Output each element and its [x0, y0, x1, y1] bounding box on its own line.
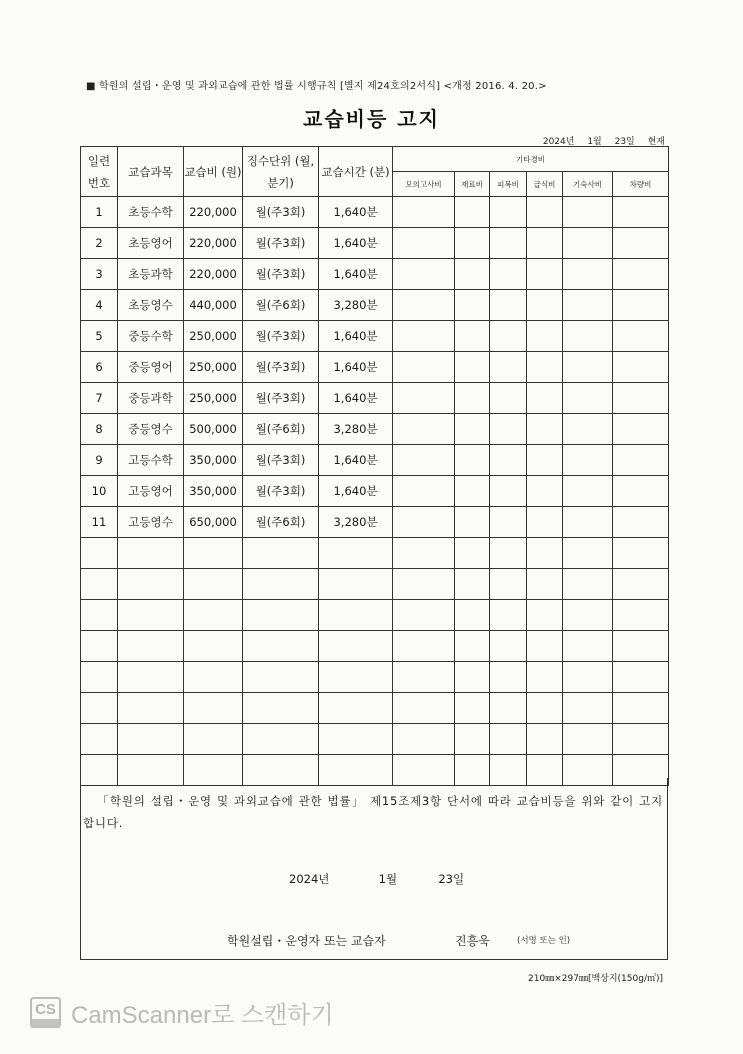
cell-clothing-fee: [490, 631, 527, 662]
cell-material-fee: [455, 197, 490, 228]
cell-tuition: [184, 693, 243, 724]
camscanner-watermark: [30, 995, 334, 1030]
cell-meal-fee: [527, 228, 563, 259]
header-lesson-time: 교습시간 (분): [319, 147, 393, 197]
header-billing-unit: 징수단위 (월, 분기): [243, 147, 319, 197]
signature-note: (서명 또는 인): [517, 936, 571, 946]
cell-subject: 초등과학: [118, 259, 184, 290]
cell-mock-exam-fee: [393, 445, 455, 476]
cell-subject: 초등영수: [118, 290, 184, 321]
cell-subject: 초등수학: [118, 197, 184, 228]
cell-dormitory-fee: [563, 352, 613, 383]
cell-vehicle-fee: [613, 724, 669, 755]
cell-clothing-fee: [490, 197, 527, 228]
header-vehicle-fee: 차량비: [613, 172, 669, 197]
notice-month: 1월: [378, 872, 398, 886]
cell-billing-unit: 월(주3회): [243, 476, 319, 507]
cell-mock-exam-fee: [393, 259, 455, 290]
cell-meal-fee: [527, 290, 563, 321]
cell-tuition: 350,000: [184, 476, 243, 507]
header-clothing-fee: 피복비: [490, 172, 527, 197]
cell-tuition: [184, 538, 243, 569]
cell-mock-exam-fee: [393, 569, 455, 600]
cell-mock-exam-fee: [393, 352, 455, 383]
cell-serial-no: [81, 631, 118, 662]
cell-material-fee: [455, 445, 490, 476]
header-material-fee: 재료비: [455, 172, 490, 197]
table-row: [81, 631, 669, 662]
cell-serial-no: 9: [81, 445, 118, 476]
cell-lesson-time: [319, 569, 393, 600]
cell-vehicle-fee: [613, 383, 669, 414]
cell-meal-fee: [527, 383, 563, 414]
cell-billing-unit: 월(주3회): [243, 228, 319, 259]
table-row: [81, 662, 669, 693]
cell-clothing-fee: [490, 414, 527, 445]
cell-tuition: [184, 662, 243, 693]
cell-vehicle-fee: [613, 290, 669, 321]
cell-tuition: 650,000: [184, 507, 243, 538]
cell-subject: [118, 600, 184, 631]
cell-clothing-fee: [490, 662, 527, 693]
cell-clothing-fee: [490, 724, 527, 755]
watermark-text: CamScanner로 스캔하기: [71, 1002, 334, 1029]
cell-mock-exam-fee: [393, 600, 455, 631]
signer-name: 진흥욱: [455, 934, 490, 948]
cell-clothing-fee: [490, 352, 527, 383]
cell-billing-unit: 월(주3회): [243, 197, 319, 228]
cell-mock-exam-fee: [393, 321, 455, 352]
cell-billing-unit: 월(주3회): [243, 352, 319, 383]
cell-meal-fee: [527, 352, 563, 383]
cell-serial-no: [81, 569, 118, 600]
cell-billing-unit: [243, 538, 319, 569]
cell-billing-unit: [243, 600, 319, 631]
cell-meal-fee: [527, 259, 563, 290]
cell-material-fee: [455, 414, 490, 445]
cell-material-fee: [455, 631, 490, 662]
cell-subject: 중등수학: [118, 321, 184, 352]
cell-material-fee: [455, 724, 490, 755]
cell-material-fee: [455, 383, 490, 414]
camscanner-logo-icon: [30, 997, 61, 1028]
notice-day: 23일: [438, 872, 465, 886]
cell-vehicle-fee: [613, 321, 669, 352]
cell-serial-no: 6: [81, 352, 118, 383]
cell-lesson-time: 1,640분: [319, 383, 393, 414]
cell-meal-fee: [527, 662, 563, 693]
table-row: [81, 507, 669, 538]
cell-material-fee: [455, 693, 490, 724]
cell-subject: 고등영어: [118, 476, 184, 507]
cell-lesson-time: 1,640분: [319, 259, 393, 290]
cell-meal-fee: [527, 600, 563, 631]
cell-lesson-time: [319, 724, 393, 755]
cell-billing-unit: 월(주3회): [243, 321, 319, 352]
cell-serial-no: 2: [81, 228, 118, 259]
cell-dormitory-fee: [563, 383, 613, 414]
cell-subject: [118, 693, 184, 724]
cell-mock-exam-fee: [393, 538, 455, 569]
cell-vehicle-fee: [613, 445, 669, 476]
cell-vehicle-fee: [613, 631, 669, 662]
cell-dormitory-fee: [563, 693, 613, 724]
cell-clothing-fee: [490, 445, 527, 476]
cell-billing-unit: [243, 693, 319, 724]
table-row: [81, 290, 669, 321]
cell-clothing-fee: [490, 383, 527, 414]
cell-mock-exam-fee: [393, 476, 455, 507]
cell-mock-exam-fee: [393, 693, 455, 724]
cell-meal-fee: [527, 507, 563, 538]
cell-serial-no: [81, 724, 118, 755]
cell-dormitory-fee: [563, 259, 613, 290]
cell-dormitory-fee: [563, 600, 613, 631]
cell-lesson-time: 1,640분: [319, 352, 393, 383]
cell-tuition: 250,000: [184, 383, 243, 414]
cell-dormitory-fee: [563, 414, 613, 445]
cell-mock-exam-fee: [393, 662, 455, 693]
cell-subject: 고등영수: [118, 507, 184, 538]
cell-clothing-fee: [490, 228, 527, 259]
table-row: [81, 476, 669, 507]
cell-clothing-fee: [490, 538, 527, 569]
cell-mock-exam-fee: [393, 507, 455, 538]
cell-material-fee: [455, 538, 490, 569]
cell-material-fee: [455, 600, 490, 631]
cell-serial-no: 5: [81, 321, 118, 352]
cell-lesson-time: [319, 662, 393, 693]
cell-billing-unit: [243, 662, 319, 693]
cell-serial-no: 4: [81, 290, 118, 321]
cell-vehicle-fee: [613, 569, 669, 600]
cell-tuition: 220,000: [184, 228, 243, 259]
cell-clothing-fee: [490, 507, 527, 538]
cell-mock-exam-fee: [393, 631, 455, 662]
cell-mock-exam-fee: [393, 228, 455, 259]
cell-subject: [118, 538, 184, 569]
cell-dormitory-fee: [563, 445, 613, 476]
cell-clothing-fee: [490, 600, 527, 631]
cell-lesson-time: 3,280분: [319, 414, 393, 445]
cell-clothing-fee: [490, 569, 527, 600]
header-other-expenses: 기타경비: [393, 147, 669, 172]
cell-vehicle-fee: [613, 228, 669, 259]
cell-dormitory-fee: [563, 631, 613, 662]
cell-billing-unit: 월(주6회): [243, 507, 319, 538]
cell-billing-unit: 월(주3회): [243, 259, 319, 290]
cell-material-fee: [455, 476, 490, 507]
cell-serial-no: 3: [81, 259, 118, 290]
cell-meal-fee: [527, 414, 563, 445]
cell-material-fee: [455, 507, 490, 538]
cell-meal-fee: [527, 197, 563, 228]
cell-dormitory-fee: [563, 569, 613, 600]
cell-vehicle-fee: [613, 352, 669, 383]
cell-billing-unit: 월(주3회): [243, 383, 319, 414]
cell-tuition: 350,000: [184, 445, 243, 476]
cell-lesson-time: [319, 631, 393, 662]
logo-text: CS: [35, 1001, 56, 1018]
cell-material-fee: [455, 662, 490, 693]
cell-meal-fee: [527, 538, 563, 569]
cell-lesson-time: 1,640분: [319, 445, 393, 476]
cell-vehicle-fee: [613, 662, 669, 693]
cell-dormitory-fee: [563, 724, 613, 755]
cell-lesson-time: 1,640분: [319, 321, 393, 352]
cell-lesson-time: [319, 538, 393, 569]
cell-subject: [118, 662, 184, 693]
cell-tuition: [184, 724, 243, 755]
cell-subject: 고등수학: [118, 445, 184, 476]
cell-meal-fee: [527, 569, 563, 600]
cell-dormitory-fee: [563, 538, 613, 569]
cell-tuition: [184, 600, 243, 631]
cell-subject: 중등과학: [118, 383, 184, 414]
tuition-fee-table: [80, 146, 669, 786]
notice-text: 「학원의 설립・운영 및 과외교습에 관한 법률」 제15조제3항 단서에 따라 교습비등을 위와 같이 고지합니다.: [83, 794, 663, 830]
cell-subject: [118, 724, 184, 755]
cell-tuition: 250,000: [184, 321, 243, 352]
cell-tuition: 440,000: [184, 290, 243, 321]
cell-material-fee: [455, 259, 490, 290]
cell-meal-fee: [527, 321, 563, 352]
cell-mock-exam-fee: [393, 383, 455, 414]
cell-tuition: 220,000: [184, 197, 243, 228]
table-row: [81, 693, 669, 724]
cell-material-fee: [455, 228, 490, 259]
cell-clothing-fee: [490, 476, 527, 507]
cell-tuition: 220,000: [184, 259, 243, 290]
table-row: [81, 445, 669, 476]
cell-billing-unit: 월(주6회): [243, 414, 319, 445]
cell-lesson-time: 3,280분: [319, 507, 393, 538]
cell-vehicle-fee: [613, 476, 669, 507]
cell-vehicle-fee: [613, 197, 669, 228]
cell-material-fee: [455, 321, 490, 352]
cell-dormitory-fee: [563, 228, 613, 259]
cell-dormitory-fee: [563, 476, 613, 507]
table-row: [81, 569, 669, 600]
cell-serial-no: [81, 662, 118, 693]
cell-serial-no: 8: [81, 414, 118, 445]
form-reference: ■ 학원의 설립・운영 및 과외교습에 관한 법률 시행규칙 [별지 제24호의2서식] <개정 2016. 4. 20.>: [86, 81, 547, 92]
table-row: [81, 538, 669, 569]
document-title: 교습비등 고지: [303, 107, 440, 131]
header-mock-exam-fee: 모의고사비: [393, 172, 455, 197]
cell-subject: 중등영수: [118, 414, 184, 445]
cell-serial-no: 10: [81, 476, 118, 507]
cell-dormitory-fee: [563, 507, 613, 538]
table-row: [81, 600, 669, 631]
signer-label: 학원설립・운영자 또는 교습자: [227, 934, 386, 948]
cell-vehicle-fee: [613, 259, 669, 290]
table-row: [81, 724, 669, 755]
table-row: [81, 197, 669, 228]
cell-dormitory-fee: [563, 662, 613, 693]
notice-date: [289, 871, 464, 887]
cell-vehicle-fee: [613, 507, 669, 538]
paper-spec: 210㎜×297㎜[백상지(150g/㎡)]: [528, 974, 663, 984]
cell-dormitory-fee: [563, 290, 613, 321]
header-subject: 교습과목: [118, 147, 184, 197]
cell-lesson-time: [319, 600, 393, 631]
cell-dormitory-fee: [563, 321, 613, 352]
cell-vehicle-fee: [613, 693, 669, 724]
cell-tuition: 250,000: [184, 352, 243, 383]
cell-mock-exam-fee: [393, 724, 455, 755]
cell-clothing-fee: [490, 693, 527, 724]
cell-subject: 초등영어: [118, 228, 184, 259]
table-row: [81, 228, 669, 259]
cell-serial-no: [81, 693, 118, 724]
as-of-date: 2024년 1월 23일 현재: [542, 137, 665, 147]
cell-serial-no: 11: [81, 507, 118, 538]
cell-material-fee: [455, 352, 490, 383]
cell-meal-fee: [527, 693, 563, 724]
cell-serial-no: 1: [81, 197, 118, 228]
cell-vehicle-fee: [613, 414, 669, 445]
cell-subject: [118, 569, 184, 600]
table-row: [81, 352, 669, 383]
cell-vehicle-fee: [613, 600, 669, 631]
cell-mock-exam-fee: [393, 290, 455, 321]
header-meal-fee: 급식비: [527, 172, 563, 197]
header-serial-no: 일련 번호: [81, 147, 118, 197]
cell-billing-unit: [243, 569, 319, 600]
cell-billing-unit: 월(주3회): [243, 445, 319, 476]
cell-billing-unit: 월(주6회): [243, 290, 319, 321]
cell-clothing-fee: [490, 259, 527, 290]
cell-serial-no: [81, 600, 118, 631]
notice-box: [80, 778, 668, 960]
cell-serial-no: [81, 538, 118, 569]
cell-lesson-time: [319, 693, 393, 724]
cell-mock-exam-fee: [393, 414, 455, 445]
cell-mock-exam-fee: [393, 197, 455, 228]
cell-meal-fee: [527, 476, 563, 507]
cell-subject: 중등영어: [118, 352, 184, 383]
notice-year: 2024년: [289, 872, 330, 886]
cell-billing-unit: [243, 724, 319, 755]
cell-meal-fee: [527, 631, 563, 662]
table-row: [81, 383, 669, 414]
cell-lesson-time: 1,640분: [319, 476, 393, 507]
cell-tuition: [184, 631, 243, 662]
cell-serial-no: 7: [81, 383, 118, 414]
cell-clothing-fee: [490, 321, 527, 352]
cell-billing-unit: [243, 631, 319, 662]
header-dormitory-fee: 기숙사비: [563, 172, 613, 197]
header-tuition: 교습비 (원): [184, 147, 243, 197]
cell-lesson-time: 1,640분: [319, 197, 393, 228]
cell-dormitory-fee: [563, 197, 613, 228]
cell-meal-fee: [527, 445, 563, 476]
cell-subject: [118, 631, 184, 662]
cell-lesson-time: 3,280분: [319, 290, 393, 321]
table-row: [81, 259, 669, 290]
cell-vehicle-fee: [613, 538, 669, 569]
cell-meal-fee: [527, 724, 563, 755]
table-row: [81, 414, 669, 445]
cell-lesson-time: 1,640분: [319, 228, 393, 259]
cell-material-fee: [455, 569, 490, 600]
table-row: [81, 321, 669, 352]
cell-clothing-fee: [490, 290, 527, 321]
cell-tuition: [184, 569, 243, 600]
cell-material-fee: [455, 290, 490, 321]
cell-tuition: 500,000: [184, 414, 243, 445]
